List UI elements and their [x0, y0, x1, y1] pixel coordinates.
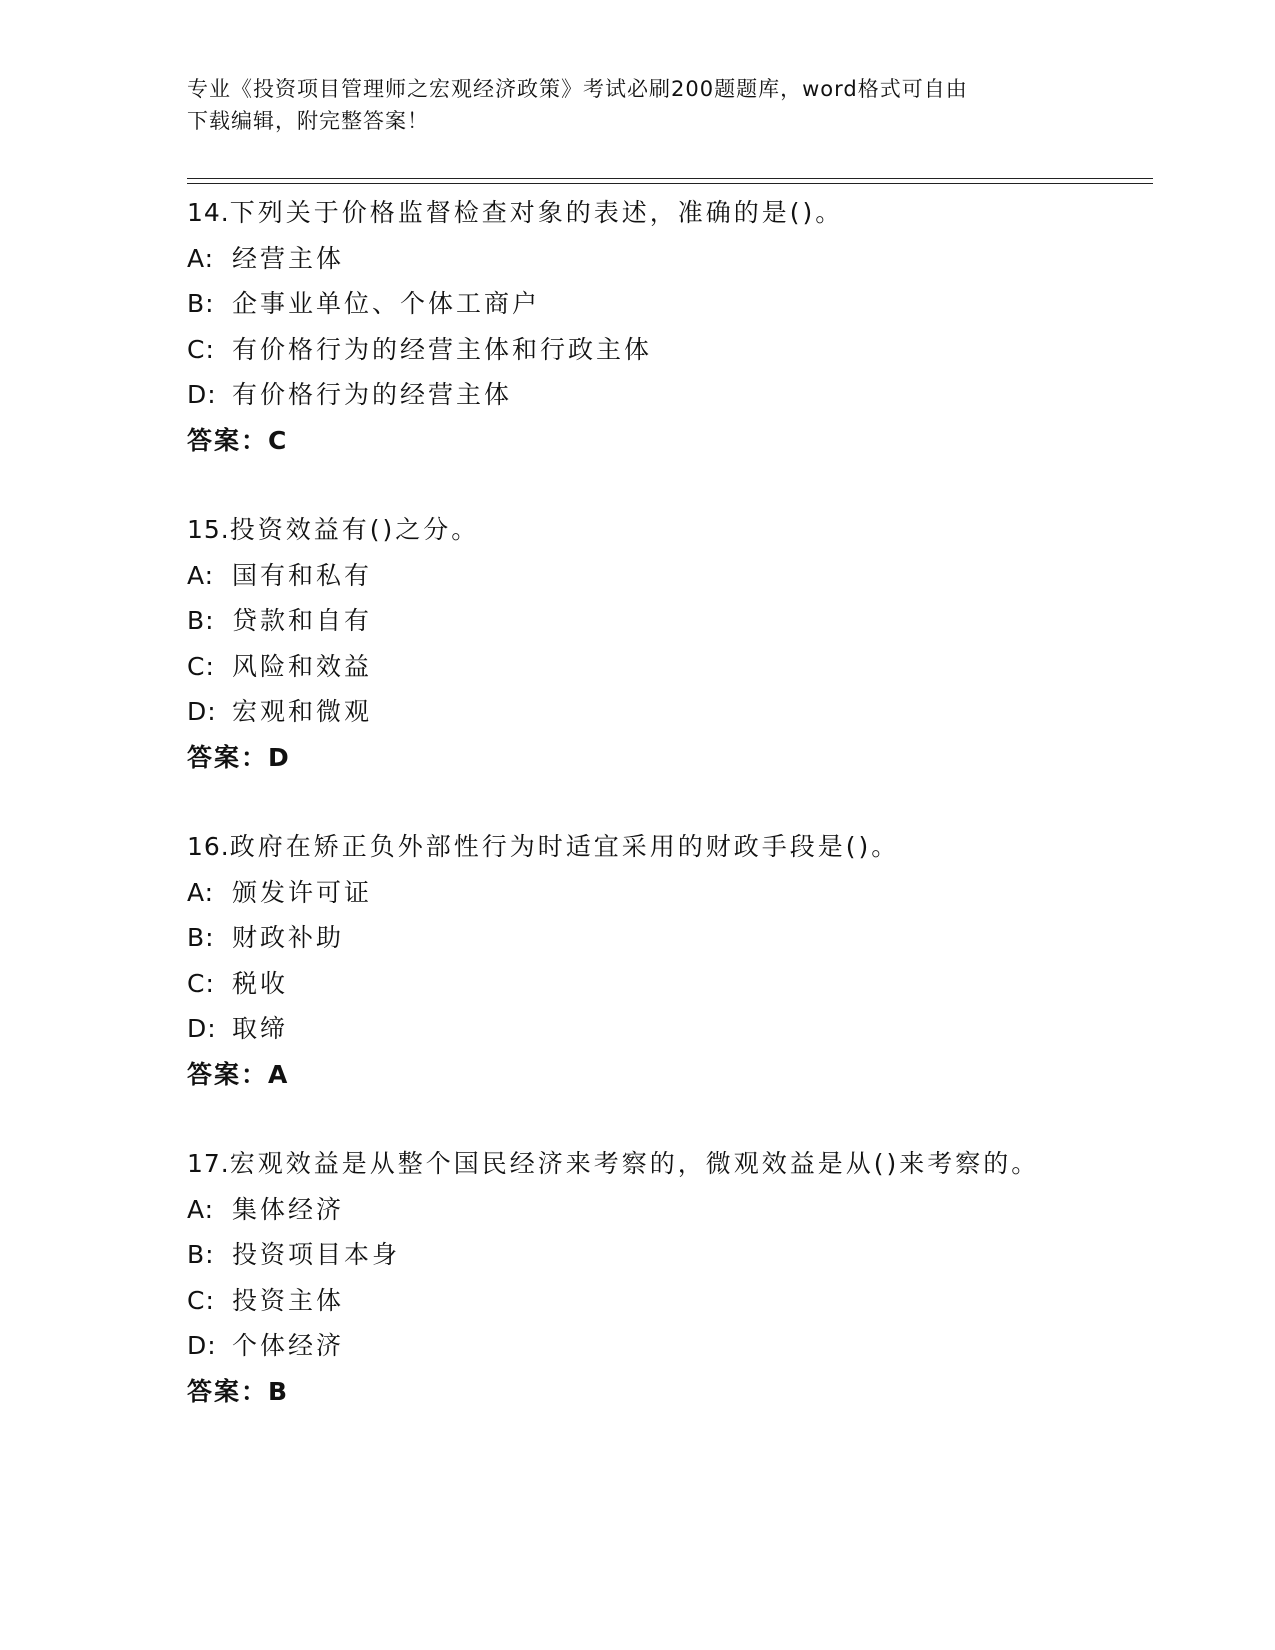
option-text: 宏观和微观	[232, 697, 373, 726]
question-number: 17.	[187, 1149, 230, 1178]
question-stem	[187, 190, 1153, 236]
option-c	[187, 327, 1153, 373]
question-15	[187, 507, 1153, 780]
option-c	[187, 961, 1153, 1007]
option-label: C:	[187, 651, 215, 681]
option-label: A:	[187, 877, 215, 907]
option-label: D:	[187, 697, 217, 726]
option-label: B:	[187, 923, 215, 952]
option-text: 个体经济	[232, 1331, 345, 1360]
option-text: 财政补助	[232, 923, 345, 952]
answer-value: C	[268, 425, 289, 455]
answer-line	[187, 1369, 1153, 1415]
option-text: 企事业单位、个体工商户	[232, 289, 541, 318]
option-text: 有价格行为的经营主体	[232, 380, 513, 409]
answer-line	[187, 735, 1153, 781]
option-c	[187, 644, 1153, 690]
question-list	[187, 190, 1153, 1458]
question-number: 15.	[187, 515, 230, 544]
option-d	[187, 1006, 1153, 1052]
answer-prefix: 答案：	[187, 1376, 269, 1406]
header-line-2: 下载编辑，附完整答案！	[187, 109, 429, 133]
option-label: D:	[187, 380, 217, 409]
question-14	[187, 190, 1153, 463]
option-label: A:	[187, 560, 215, 590]
option-label: A:	[187, 243, 215, 273]
option-b	[187, 598, 1153, 644]
question-stem	[187, 824, 1153, 870]
header-rule-top	[187, 178, 1153, 179]
question-text: 下列关于价格监督检查对象的表述，准确的是()。	[229, 198, 844, 227]
answer-value: B	[268, 1376, 290, 1406]
option-d	[187, 1323, 1153, 1369]
option-d	[187, 689, 1153, 735]
answer-value: D	[268, 742, 291, 772]
option-text: 取缔	[232, 1014, 289, 1043]
option-a	[187, 553, 1153, 599]
option-b	[187, 915, 1153, 961]
option-a	[187, 1187, 1153, 1233]
option-text: 投资项目本身	[232, 1240, 401, 1269]
option-label: C:	[187, 334, 215, 364]
question-number: 16.	[187, 832, 230, 861]
question-16	[187, 824, 1153, 1097]
answer-prefix: 答案：	[187, 1059, 269, 1089]
option-text: 经营主体	[232, 243, 345, 273]
option-label: C:	[187, 1285, 215, 1315]
question-number: 14.	[187, 198, 230, 227]
question-text: 投资效益有()之分。	[229, 515, 480, 544]
question-17	[187, 1141, 1153, 1414]
option-b	[187, 1232, 1153, 1278]
option-c	[187, 1278, 1153, 1324]
option-b	[187, 281, 1153, 327]
option-label: B:	[187, 606, 215, 635]
option-text: 颁发许可证	[232, 877, 373, 907]
option-a	[187, 236, 1153, 282]
question-text: 政府在矫正负外部性行为时适宜采用的财政手段是()。	[229, 832, 900, 861]
option-text: 投资主体	[232, 1285, 345, 1315]
answer-prefix: 答案：	[187, 425, 269, 455]
answer-value: A	[268, 1059, 290, 1089]
answer-line	[187, 1052, 1153, 1098]
option-text: 贷款和自有	[232, 606, 373, 635]
option-text: 国有和私有	[232, 560, 373, 590]
question-text: 宏观效益是从整个国民经济来考察的，微观效益是从()来考察的。	[229, 1149, 1040, 1178]
option-text: 税收	[232, 968, 289, 998]
option-label: D:	[187, 1331, 217, 1360]
answer-prefix: 答案：	[187, 742, 269, 772]
option-d	[187, 372, 1153, 418]
question-stem	[187, 1141, 1153, 1187]
option-a	[187, 870, 1153, 916]
option-label: C:	[187, 968, 215, 998]
header-line-1: 专业《投资项目管理师之宏观经济政策》考试必刷200题题库，word格式可自由	[187, 77, 968, 101]
option-label: D:	[187, 1014, 217, 1043]
answer-line	[187, 418, 1153, 464]
header-rule-bottom	[187, 183, 1153, 184]
option-label: B:	[187, 289, 215, 318]
document-header	[187, 73, 1067, 137]
option-text: 集体经济	[232, 1194, 345, 1224]
option-text: 风险和效益	[232, 651, 373, 681]
option-text: 有价格行为的经营主体和行政主体	[232, 334, 653, 364]
question-stem	[187, 507, 1153, 553]
option-label: A:	[187, 1194, 215, 1224]
option-label: B:	[187, 1240, 215, 1269]
